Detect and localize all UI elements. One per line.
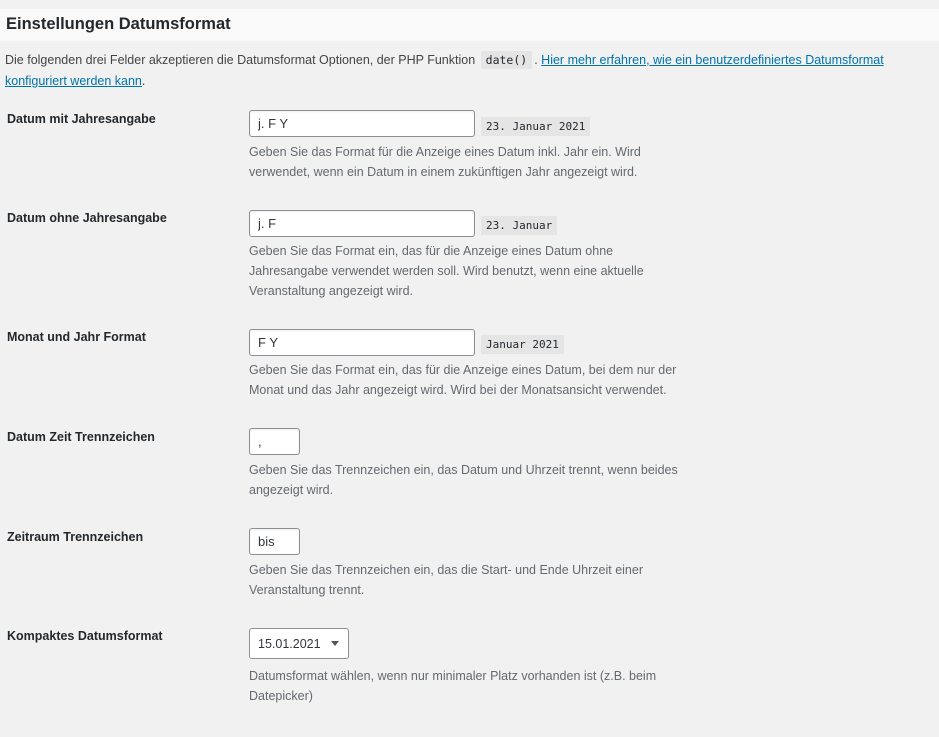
date-without-year-sample: 23. Januar: [481, 216, 557, 235]
intro-separator: .: [534, 53, 538, 67]
range-separator-description: Geben Sie das Trennzeichen ein, das die Start- und Ende Uhrzeit einer Veranstaltung trennt.: [249, 563, 643, 597]
datetime-separator-description: Geben Sie das Trennzeichen ein, das Datum und Uhrzeit trennt, wenn beides angezeigt wird.: [249, 463, 678, 497]
month-year-sample: Januar 2021: [481, 335, 564, 354]
date-with-year-label: Datum mit Jahresangabe: [7, 112, 156, 126]
compact-format-label: Kompaktes Datumsformat: [7, 629, 163, 643]
date-without-year-label: Datum ohne Jahresangabe: [7, 211, 167, 225]
intro-text-before: Die folgenden drei Felder akzeptieren die Datumsformat Optionen, der PHP Funktion: [5, 53, 476, 67]
intro-text: [5, 50, 933, 92]
month-year-input[interactable]: [249, 329, 475, 356]
date-without-year-input[interactable]: [249, 210, 475, 237]
compact-format-selected: 15.01.2021: [258, 637, 321, 651]
intro-text-after: .: [141, 74, 146, 88]
range-separator-label: Zeitraum Trennzeichen: [7, 530, 144, 544]
section-title: Einstellungen Datumsformat: [6, 15, 231, 33]
compact-format-select[interactable]: [249, 628, 349, 659]
month-year-description: Geben Sie das Format ein, das für die Anzeige eines Datum, bei dem nur der Monat und das Jahr angezeigt wird. Wird bei der Monatsansicht verwendet.: [249, 363, 677, 397]
datetime-separator-input[interactable]: [249, 428, 300, 455]
date-format-help-link[interactable]: Hier mehr erfahren, wie ein benutzerdefiniertes Datumsformat konfiguriert werden kann: [5, 53, 884, 88]
php-date-code: date(): [481, 51, 533, 69]
date-with-year-description: Geben Sie das Format für die Anzeige eines Datum inkl. Jahr ein. Wird verwendet, wenn ein Datum in einem zukünftigen Jahr angezeigt wird.: [249, 145, 641, 179]
compact-format-description: Datumsformat wählen, wenn nur minimaler Platz vorhanden ist (z.B. beim Datepicker): [249, 669, 657, 703]
datetime-separator-label: Datum Zeit Trennzeichen: [7, 430, 155, 444]
date-with-year-input[interactable]: [249, 110, 475, 137]
chevron-down-icon: [331, 641, 339, 646]
month-year-label: Monat und Jahr Format: [7, 330, 146, 344]
range-separator-input[interactable]: [249, 528, 300, 555]
date-without-year-description: Geben Sie das Format ein, das für die Anzeige eines Datum ohne Jahresangabe verwendet werden soll. Wird benutzt, wenn eine aktuelle Veranstaltung angezeigt wird.: [249, 244, 644, 298]
date-with-year-sample: 23. Januar 2021: [481, 117, 590, 136]
section-header: [0, 9, 939, 41]
